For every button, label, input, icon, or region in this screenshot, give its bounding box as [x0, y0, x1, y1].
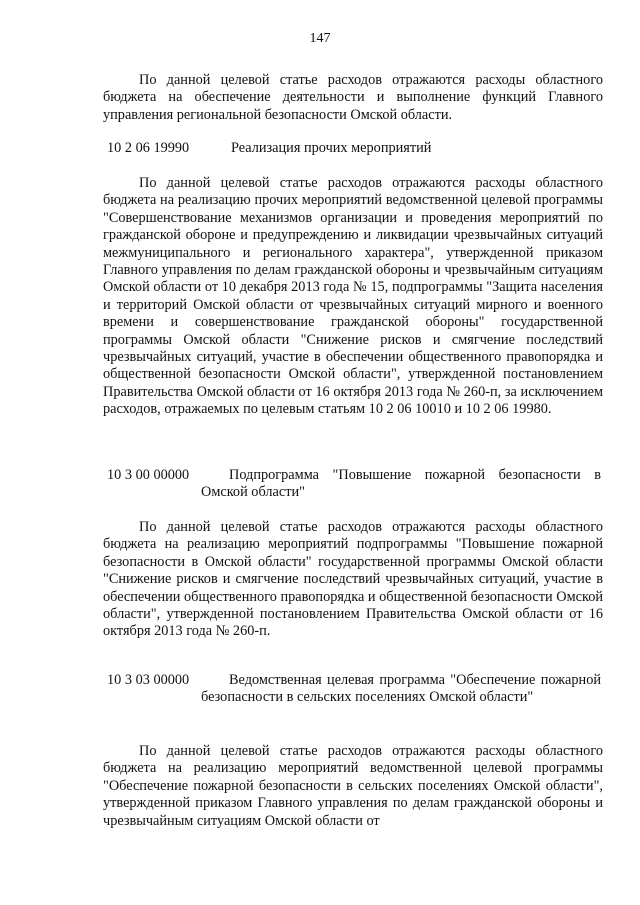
paragraph: По данной целевой статье расходов отражаются расходы областного бюджета на обеспечение деятельности и выполнение функций Главного управления региональной безопасности Омской области.: [103, 72, 603, 123]
section-code: 10 3 03 00000: [107, 672, 190, 688]
section-title: Подпрограмма "Повышение пожарной безопасности в Омской области": [201, 467, 601, 501]
paragraph: По данной целевой статье расходов отражаются расходы областного бюджета на реализацию прочих мероприятий ведомственной целевой программы "Совершенствование механизмов организации и проведения мероприятий по гражданской обороне и предупреждению и ликвидации чрезвычайных ситуаций межмуниципального и регионального характера", утвержденной приказом Главного управления по делам гражданской обороны и чрезвычайным ситуациям Омской области от 10 декабря 2013 года № 15, подпрограммы "Защита населения и территорий Омской области от чрезвычайных ситуаций мирного и военного времени и совершенствование гражданской обороны" государственной программы Омской области "Снижение рисков и смягчение последствий чрезвычайных ситуаций, участие в обеспечении общественного правопорядка и общественной безопасности Омской области", утвержденной постановлением Правительства Омской области от 16 октября 2013 года № 260-п, за исключением расходов, отражаемых по целевым статьям 10 2 06 10010 и 10 2 06 19980.: [103, 175, 603, 418]
section-code: 10 3 00 00000: [107, 467, 190, 483]
section-code: 10 2 06 19990: [107, 140, 190, 156]
section-title: Реализация прочих мероприятий: [231, 140, 432, 156]
paragraph: По данной целевой статье расходов отражаются расходы областного бюджета на реализацию мероприятий ведомственной целевой программы "Обеспечение пожарной безопасности в сельских поселениях Омской области", утвержденной приказом Главного управления по делам гражданской обороны и чрезвычайным ситуациям Омской области от: [103, 743, 603, 829]
page-number: 147: [309, 31, 331, 46]
section-title: Ведомственная целевая программа "Обеспечение пожарной безопасности в сельских поселениях Омской области": [201, 672, 601, 706]
paragraph: По данной целевой статье расходов отражаются расходы областного бюджета на реализацию мероприятий подпрограммы "Повышение пожарной безопасности в Омской области" государственной программы Омской области "Снижение рисков и смягчение последствий чрезвычайных ситуаций, участие в обеспечении общественного правопорядка и общественной безопасности Омской области", утвержденной постановлением Правительства Омской области от 16 октября 2013 года № 260-п.: [103, 519, 603, 640]
